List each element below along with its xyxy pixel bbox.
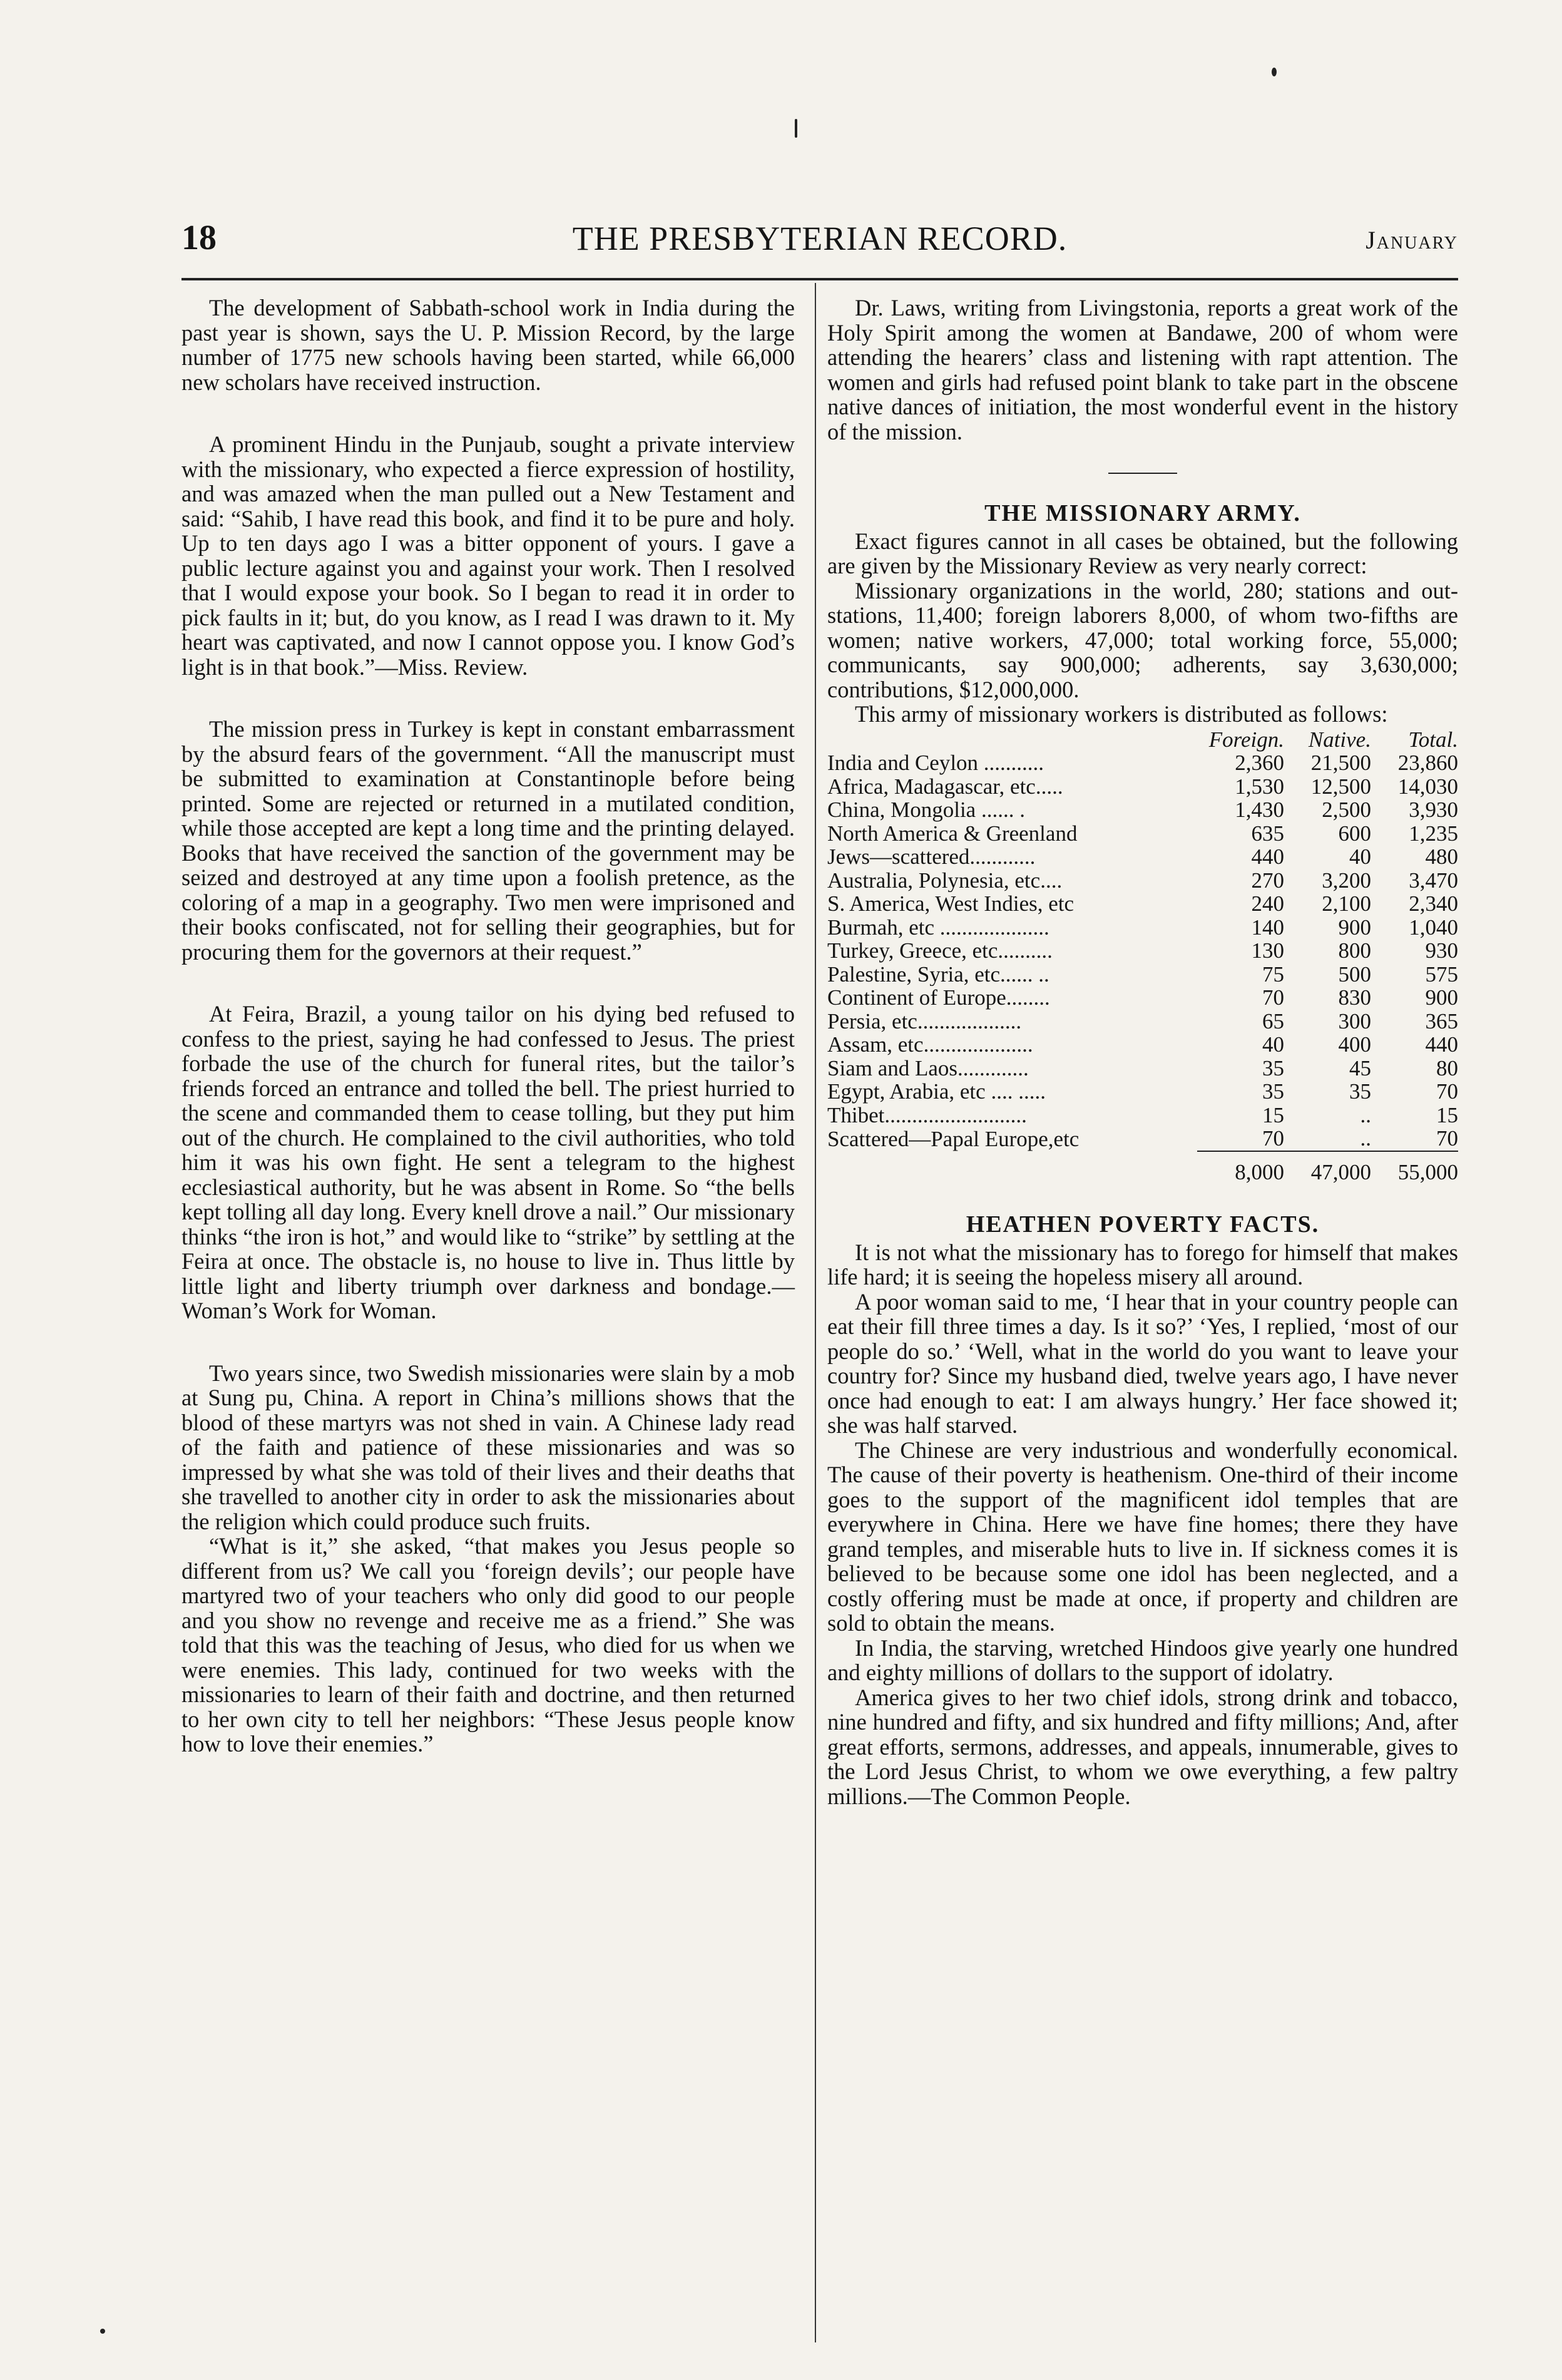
table-cell-total: 930: [1425, 938, 1458, 963]
table-row: [827, 869, 1458, 893]
table-row: [827, 1080, 1458, 1104]
table-cell-total: 480: [1425, 844, 1458, 869]
paragraph-poor-woman: A poor woman said to me, ‘I hear that in your country people can eat their fill three times a day. Is it so?’ ‘Yes, I replied, ‘most of our people do so.’ ‘Well, what in the world do you want to leave your country for? Since my husband died, twelve years ago, I have never once had enough to eat: I am always hungry.’ Her face showed it; she was half starved.: [827, 1288, 1458, 1438]
table-cell-region: S. America, West Indies, etc: [827, 892, 1075, 916]
table-header-native: Native.: [1308, 727, 1371, 752]
paragraph-distributed: This army of missionary workers is distributed as follows:: [855, 701, 1388, 727]
table-cell-foreign: 35: [1262, 1055, 1284, 1080]
table-row: [827, 939, 1458, 963]
table-cell-total: 80: [1436, 1055, 1458, 1080]
table-cell-foreign: 75: [1262, 962, 1284, 987]
table-cell-region: Palestine, Syria, etc...... ..: [827, 962, 1049, 986]
table-cell-total: 900: [1425, 985, 1458, 1010]
table-cell-total: 14,030: [1397, 774, 1458, 799]
table-cell-total: 3,930: [1409, 798, 1458, 822]
table-cell-foreign: 270: [1251, 868, 1284, 893]
table-cell-foreign: 1,530: [1235, 774, 1284, 799]
paragraph-sabbath-school: The development of Sabbath-school work in India during the past year is shown, says the U. P. Mission Record, by the large number of 1775 new schools having been started, while 66,000 new scholars have received instruction.: [181, 295, 795, 395]
table-cell-region: Assam, etc....................: [827, 1033, 1033, 1057]
right-column: [827, 295, 1458, 1808]
table-cell-native: 3,200: [1322, 868, 1371, 893]
table-cell-total: 1,040: [1409, 915, 1458, 940]
table-cell-native: 600: [1338, 821, 1371, 846]
table-cell-native: 2,500: [1322, 798, 1371, 822]
table-cell-region: China, Mongolia ...... .: [827, 798, 1025, 822]
table-cell-region: Egypt, Arabia, etc .... .....: [827, 1080, 1046, 1104]
missionary-distribution-table: [827, 728, 1458, 1184]
paragraph-mission-press-turkey: The mission press in Turkey is kept in constant embarrassment by the absurd fears of the government. “All the manuscript must be submitted to examination at Constantinople before being printed. Some are rejected or returned in a mutilated condition, while those accepted are kept a long time and the printing delayed. Books that have received the sanction of the government may be seized and destroyed at any time upon a foolish pretence, as the coloring of a map in a geography. Two men were imprisoned and their books confiscated, not for selling their geographies, but for procuring them for the governors at their request.”: [181, 716, 795, 965]
table-cell-native: 400: [1338, 1032, 1371, 1057]
table-cell-region: Turkey, Greece, etc..........: [827, 939, 1053, 963]
table-cell-native: 800: [1338, 938, 1371, 963]
table-cell-native: 500: [1338, 962, 1371, 987]
table-row: [827, 1127, 1458, 1151]
table-cell-native: 900: [1338, 915, 1371, 940]
table-cell-foreign: 440: [1251, 844, 1284, 869]
table-cell-total: 15: [1436, 1102, 1458, 1127]
total-total: 55,000: [1371, 1151, 1458, 1184]
table-row: [827, 986, 1458, 1010]
running-month: January: [1365, 226, 1458, 254]
table-row: [827, 822, 1458, 846]
table-cell-total: 2,340: [1409, 891, 1458, 916]
paragraph-chinese-industrious: The Chinese are very industrious and wonderfully economical. The cause of their poverty is heathenism. One-third of their income goes to the support of the magnificent idol temples that are everywhere in China. Here we have fine homes; there they have grand temples, and miserable huts to live in. If sickness comes it is believed to be because some one idol has been neglected, and a costly offering must be made at once, if property and children are sold to obtain the means.: [827, 1437, 1458, 1636]
table-header-foreign: Foreign.: [1208, 727, 1284, 752]
table-row: [827, 1057, 1458, 1080]
table-cell-total: 1,235: [1409, 821, 1458, 846]
table-cell-region: Jews—scattered............: [827, 845, 1036, 869]
table-cell-region: Africa, Madagascar, etc.....: [827, 774, 1063, 798]
table-cell-foreign: 65: [1262, 1008, 1284, 1034]
table-header-row: [827, 728, 1458, 752]
column-divider: [815, 283, 816, 2342]
table-cell-native: 40: [1349, 844, 1371, 869]
table-row: [827, 1010, 1458, 1034]
table-cell-total: 70: [1436, 1126, 1458, 1151]
table-row: [827, 1104, 1458, 1127]
heading-missionary-army: THE MISSIONARY ARMY.: [984, 500, 1301, 526]
table-cell-total: 365: [1425, 1008, 1458, 1034]
table-cell-total: 3,470: [1409, 868, 1458, 893]
table-cell-foreign: 2,360: [1235, 751, 1284, 775]
table-cell-native: 300: [1338, 1008, 1371, 1034]
paragraph-chinese-lady: “What is it,” she asked, “that makes you Jesus people so different from us? We call you ‘foreign devils’; our people have martyred two of your teachers who only did good to our people and you show no revenge and receive me as a friend.” She was told that this was the teaching of Jesus, who died for us when we were enemies. This lady, continued for two weeks with the missionaries to learn of their faith and doctrine, and then returned to her own city to tell her neighbors: “These Jesus people know how to love their enemies.”: [181, 1533, 795, 1757]
table-cell-native: 35: [1349, 1079, 1371, 1104]
paragraph-feira-brazil: At Feira, Brazil, a young tailor on his dying bed refused to confess to the priest, saying he had confessed to Jesus. The priest forbade the use of the church for funeral rites, but the tailor’s friends forced an entrance and tolled the bell. The priest hurried to the scene and commanded them to cease tolling, but they put him out of the church. He complained to the civil authorities, who told him it was his own fight. He sent a telegram to the highest ecclesiastical authority, but he was absent in Rome. So “the bells kept tolling all day long. Every knell drove a nail.” Our missionary thinks “the iron is hot,” and would like to “strike” by settling at the Feira at once. The obstacle is, no house to live in. Thus little by little light and liberty triumph over darkness and bondage.—Woman’s Work for Woman.: [181, 1001, 795, 1323]
paragraph-america-idols: America gives to her two chief idols, strong drink and tobacco, nine hundred and fifty, and six hundred and fifty millions; And, after great efforts, sermons, addresses, and appeals, innumerable, gives to the Lord Jesus Christ, to whom we owe everything, a few paltry millions.—The Common People.: [827, 1684, 1458, 1809]
table-cell-native: ..: [1360, 1126, 1371, 1151]
table-row: [827, 892, 1458, 916]
table-row: [827, 963, 1458, 987]
table-row: [827, 751, 1458, 775]
header-rule: [181, 278, 1458, 280]
table-cell-foreign: 130: [1251, 938, 1284, 963]
left-column: [181, 295, 795, 1757]
table-cell-region: Persia, etc...................: [827, 1009, 1022, 1033]
paragraph-dr-laws: Dr. Laws, writing from Livingstonia, reports a great work of the Holy Spirit among the women at Bandawe, 200 of whom were attending the hearers’ class and listening with rapt attention. The women and girls had refused point blank to take part in the obscene native dances of initiation, the most wonderful event in the history of the mission.: [827, 295, 1458, 444]
table-cell-foreign: 15: [1262, 1102, 1284, 1127]
table-cell-native: 45: [1349, 1055, 1371, 1080]
section-rule: [1108, 473, 1177, 474]
table-header-total: Total.: [1408, 727, 1458, 752]
paragraph-swedish-missionaries: Two years since, two Swedish missionaries were slain by a mob at Sung pu, China. A report in China’s millions shows that the blood of these martyrs was not shed in vain. A Chinese lady read of the faith and patience of these missionaries and was so impressed by what she was told of their lives and their deaths that she travelled to another city in order to ask the missionaries about the religion which could produce such fruits.: [181, 1360, 795, 1534]
table-cell-region: Scattered—Papal Europe,etc: [827, 1127, 1080, 1151]
table-row: [827, 798, 1458, 822]
table-cell-region: North America & Greenland: [827, 821, 1078, 845]
heading-heathen-poverty: HEATHEN POVERTY FACTS.: [966, 1211, 1320, 1238]
table-row: [827, 775, 1458, 799]
table-cell-region: Siam and Laos.............: [827, 1056, 1029, 1080]
paragraph-india-idolatry: In India, the starving, wretched Hindoos give yearly one hundred and eighty millions of dollars to the support of idolatry.: [827, 1634, 1458, 1685]
total-native: 47,000: [1284, 1151, 1371, 1184]
paragraph-missionary-hardship: It is not what the missionary has to forego for himself that makes life hard; it is seeing the hopeless misery all around.: [827, 1239, 1458, 1290]
table-cell-total: 575: [1425, 962, 1458, 987]
page-number: 18: [181, 218, 217, 257]
table-row: [827, 845, 1458, 869]
table-cell-total: 70: [1436, 1079, 1458, 1104]
table-cell-native: 830: [1338, 985, 1371, 1010]
total-foreign: 8,000: [1197, 1151, 1284, 1184]
table-header-region: [827, 728, 1197, 752]
table-cell-native: 12,500: [1310, 774, 1371, 799]
table-row: [827, 1033, 1458, 1057]
table-cell-native: ..: [1360, 1102, 1371, 1127]
print-speck: [100, 2329, 105, 2334]
table-cell-native: 21,500: [1310, 751, 1371, 775]
table-cell-foreign: 70: [1262, 985, 1284, 1010]
table-cell-foreign: 140: [1251, 915, 1284, 940]
page-header: [181, 218, 1458, 268]
table-cell-native: 2,100: [1322, 891, 1371, 916]
table-cell-foreign: 70: [1262, 1126, 1284, 1151]
table-cell-foreign: 240: [1251, 891, 1284, 916]
table-row: [827, 916, 1458, 940]
paragraph-hindu-punjaub: A prominent Hindu in the Punjaub, sought a private interview with the missionary, who expected a fierce expression of hostility, and was amazed when the man pulled out a New Testament and said: “Sahib, I have read this book, and find it to be pure and holy. Up to ten days ago I was a bitter opponent of yours. I gave a public lecture against you and against your work. Then I resolved that I would expose your book. So I began to read it in order to pick faults in it; but, do you know, as I read I was drawn to it. My heart was captivated, and now I cannot oppose you. I know God’s light is in that book.”—Miss. Review.: [181, 431, 795, 680]
paragraph-organizations: Missionary organizations in the world, 280; stations and out-stations, 11,400; foreign laborers 8,000, of whom two-fifths are women; native workers, 47,000; total working force, 55,000; communicants, say 900,000; adherents, say 3,630,000; contributions, $12,000,000.: [827, 577, 1458, 702]
table-cell-region: Burmah, etc ....................: [827, 915, 1049, 939]
table-cell-foreign: 35: [1262, 1079, 1284, 1104]
table-cell-total: 23,860: [1397, 751, 1458, 775]
table-cell-region: Australia, Polynesia, etc....: [827, 868, 1063, 892]
table-cell-region: India and Ceylon ...........: [827, 751, 1044, 775]
paragraph-exact-figures: Exact figures cannot in all cases be obtained, but the following are given by the Missionary Review as very nearly correct:: [827, 528, 1458, 578]
table-cell-foreign: 1,430: [1235, 798, 1284, 822]
table-totals-row: [827, 1151, 1458, 1184]
print-speck: [795, 119, 797, 138]
table-cell-total: 440: [1425, 1032, 1458, 1057]
running-title: THE PRESBYTERIAN RECORD.: [572, 220, 1068, 257]
table-cell-foreign: 635: [1251, 821, 1284, 846]
table-cell-region: Continent of Europe........: [827, 986, 1050, 1010]
table-cell-region: Thibet..........................: [827, 1103, 1027, 1127]
table-cell-foreign: 40: [1262, 1032, 1284, 1057]
print-speck: [1272, 68, 1277, 76]
